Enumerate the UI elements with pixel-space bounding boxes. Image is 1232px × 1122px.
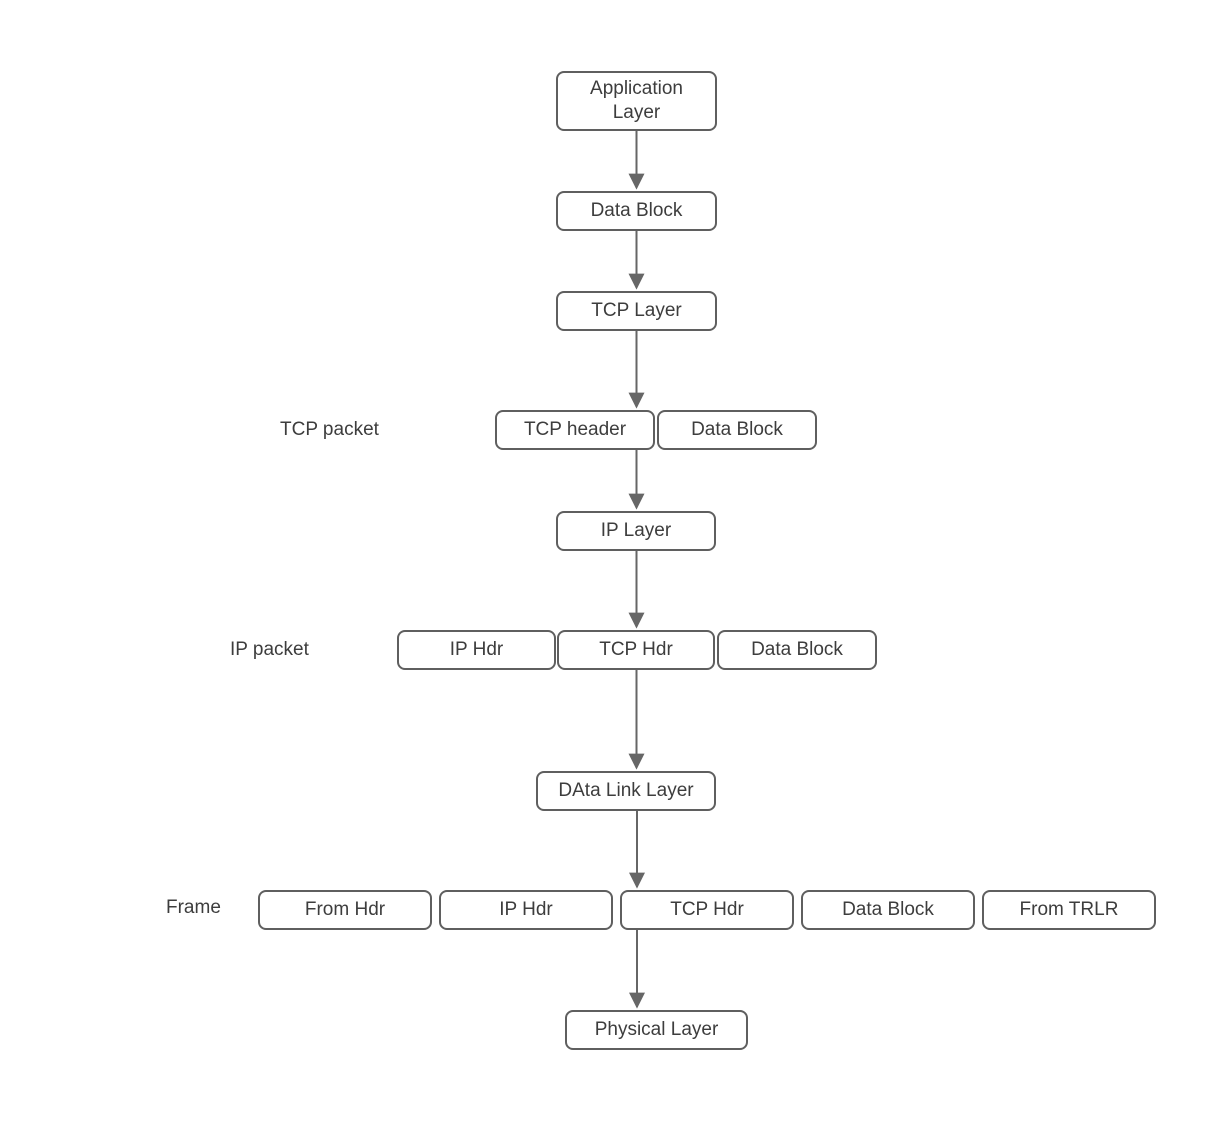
node-frame-from-hdr <box>258 890 432 930</box>
node-ip-layer <box>556 511 716 551</box>
node-application-layer <box>556 71 717 131</box>
node-label: IP Hdr <box>499 899 553 921</box>
node-label: TCP Hdr <box>599 639 673 661</box>
node-frame-from-trlr <box>982 890 1156 930</box>
node-label: Data Block <box>691 419 783 441</box>
node-label: Data Block <box>590 200 683 222</box>
node-label: Data Block <box>842 899 934 921</box>
node-label: TCP header <box>523 419 627 441</box>
node-label: IP Hdr <box>449 639 504 661</box>
node-data-link-layer <box>536 771 716 811</box>
node-label: DAta Link Layer <box>558 780 694 802</box>
node-label: From TRLR <box>1019 899 1119 921</box>
label-tcp-packet: TCP packet <box>280 419 379 440</box>
node-label: TCP Hdr <box>670 899 744 921</box>
node-data-block-ip-packet <box>717 630 877 670</box>
node-data-block-tcp-packet <box>657 410 817 450</box>
node-frame-tcp-hdr <box>620 890 794 930</box>
node-data-block-top <box>556 191 717 231</box>
node-ip-hdr <box>397 630 556 670</box>
node-tcp-hdr <box>557 630 715 670</box>
node-label: IP Layer <box>600 520 672 542</box>
node-physical-layer <box>565 1010 748 1050</box>
node-label: From Hdr <box>304 899 386 921</box>
node-frame-data-block <box>801 890 975 930</box>
node-label: Application Layer <box>590 78 683 123</box>
node-frame-ip-hdr <box>439 890 613 930</box>
node-label: TCP Layer <box>591 300 682 322</box>
node-label: Data Block <box>751 639 843 661</box>
node-tcp-layer <box>556 291 717 331</box>
label-frame: Frame <box>166 897 221 918</box>
node-label: Physical Layer <box>594 1019 719 1041</box>
node-tcp-header <box>495 410 655 450</box>
label-ip-packet: IP packet <box>230 639 309 660</box>
